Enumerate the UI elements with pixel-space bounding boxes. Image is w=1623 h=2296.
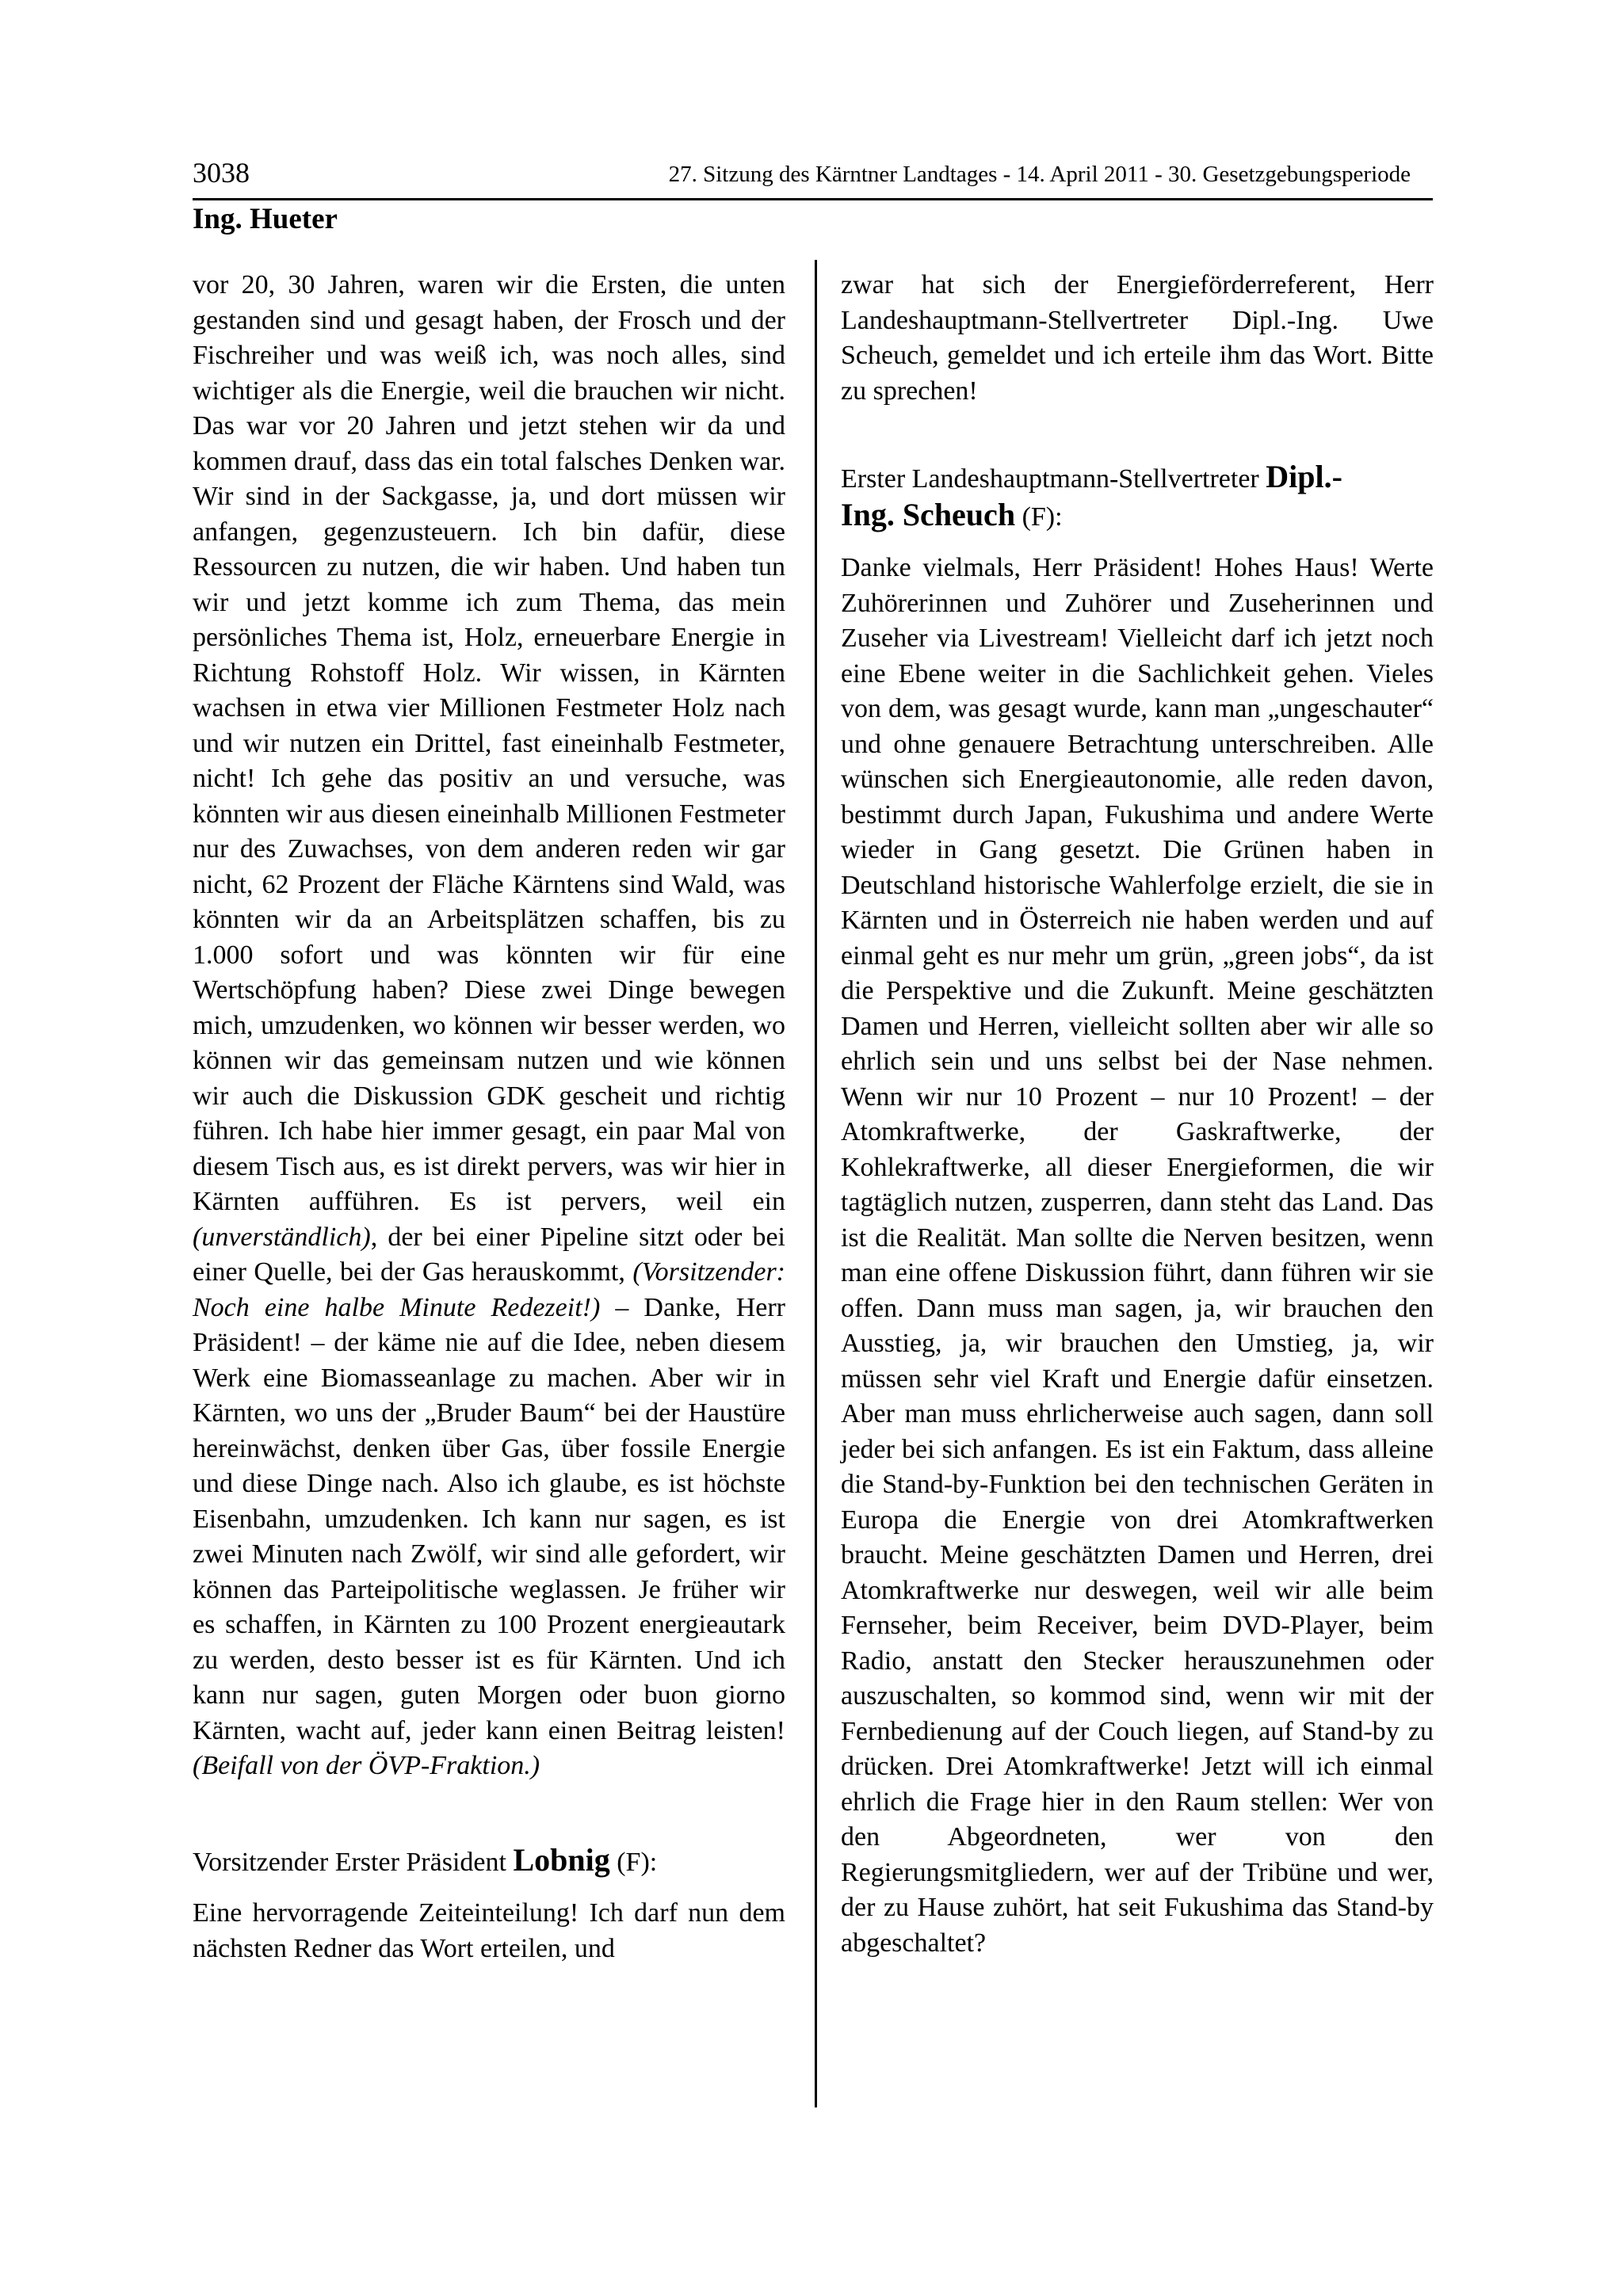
speaker-name: Lobnig (513, 1841, 610, 1878)
interjection-note: (Vorsitzender: Noch eine halbe Minute Redezeit!) (193, 1257, 786, 1322)
speaker-label-lobnig (193, 1843, 785, 1881)
speech-paragraph: Danke vielmals, Herr Präsident! Hohes Haus! Werte Zuhörerinnen und Zuhörer und Zuseherinnen und Zuseher via Livestream! Vielleicht darf ich jetzt noch eine Ebene weiter in die Sachlichkeit gehen. Vieles von dem, was gesagt wurde, kann man „ungeschauter“ und ohne genauere Betrachtung unterschreiben. Alle wünschen sich Energieautonomie, alle reden davon, bestimmt durch Japan, Fukushima und andere Werte wieder in Gang gesetzt. Die Grünen haben in Deutschland historische Wahlerfolge erzielt, die sie in Kärnten und in Österreich nie haben werden und auf einmal geht es nur mehr um grün, „green jobs“, da ist die Perspektive und die Zukunft. Meine geschätzten Damen und Herren, vielleicht sollten aber wir alle so ehrlich sein und uns selbst bei der Nase nehmen. Wenn wir nur 10 Prozent – nur 10 Prozent! – der Atomkraftwerke, der Gaskraftwerke, der Kohlekraftwerke, all dieser Energieformen, die wir tagtäglich nutzen, zusperren, dann steht das Land. Das ist die Realität. Man sollte die Nerven besitzen, wenn man eine offene Diskussion führt, dann führen wir sie offen. Dann muss man sagen, ja, wir brauchen den Ausstieg, ja, wir brauchen den Umstieg, ja, wir müssen sehr viel Kraft und Energie dafür einsetzen. Aber man muss ehrlicherweise auch sagen, dann soll jeder bei sich anfangen. Es ist ein Faktum, dass alleine die Stand-by-Funktion bei den technischen Geräten in Europa die Energie von drei Atomkraftwerken braucht. Meine geschätzten Damen und Herren, drei Atomkraftwerke nur deswegen, weil wir alle beim Fernseher, beim Receiver, beim DVD-Player, beim Radio, anstatt den Stecker herauszunehmen oder auszuschalten, so kommod sind, wenn wir mit der Fernbedienung auf der Couch liegen, auf Stand-by zu drücken. Drei Atomkraftwerke! Jetzt will ich einmal ehrlich die Frage hier in den Raum stellen: Wer von den Abgeordneten, wer von den Regierungsmitgliedern, wer auf der Tribüne und wer, der zu Hause zuhört, hat seit Fukushima das Stand-by abgeschaltet? (841, 553, 1434, 1958)
speaker-label-scheuch (841, 460, 1434, 535)
speech-paragraph: zwar hat sich der Energieförderreferent, Herr Landeshauptmann-Stellvertreter Dipl.-Ing. Uwe Scheuch, gemeldet und ich erteile ihm das Wort. Bitte zu sprechen! (841, 270, 1434, 406)
speaker-role: Erster Landeshauptmann-Stellvertreter (841, 464, 1266, 494)
running-title: 27. Sitzung des Kärntner Landtages - 14. April 2011 - 30. Gesetzgebungsperiode (668, 162, 1411, 187)
speech-paragraph: Eine hervorragende Zeiteinteilung! Ich darf nun dem nächsten Redner das Wort erteilen, und (193, 1898, 785, 1963)
speaker-name: Dipl.- (1266, 459, 1342, 494)
speaker-name: Ing. Scheuch (841, 496, 1016, 532)
speaker-role: Vorsitzender Erster Präsident (193, 1847, 514, 1877)
speech-text: vor 20, 30 Jahren, waren wir die Ersten, die unten gestanden sind und gesagt haben, der Frosch und der Fischreiher und was weiß ich, was noch alles, sind wichtiger als die Energie, weil die brauchen wir nicht. Das war vor 20 Jahren und jetzt stehen wir da und kommen drauf, dass das ein total falsches Denken war. Wir sind in der Sackgasse, ja, und dort müssen wir anfangen, gegenzusteuern. Ich bin dafür, diese Ressourcen zu nutzen, die wir haben. Und haben tun wir und jetzt komme ich zum Thema, das mein persönliches Thema ist, Holz, erneuerbare Energie in Richtung Rohstoff Holz. Wir wissen, in Kärnten wachsen in etwa vier Millionen Festmeter Holz nach und wir nutzen ein Drittel, fast eineinhalb Festmeter, nicht! Ich gehe das positiv an und versuche, was könnten wir aus diesen eineinhalb Millionen Festmeter nur des Zuwachses, von dem anderen reden wir gar nicht, 62 Prozent der Fläche Kärntens sind Wald, was könnten wir da an Arbeitsplätzen schaffen, bis zu 1.000 sofort und was könnten wir für eine Wertschöpfung haben? Diese zwei Dinge bewegen mich, umzudenken, wo können wir besser werden, wo können wir das gemeinsam nutzen und wie können wir auch die Diskussion GDK gescheit und richtig führen. Ich habe hier immer gesagt, ein paar Mal von diesem Tisch aus, es ist direkt pervers, was wir hier in Kärnten aufführen. Es ist pervers, weil ein (193, 270, 785, 1216)
speaker-party: (F): (1015, 502, 1063, 532)
page-number: 3038 (193, 157, 250, 189)
left-column (193, 268, 785, 1966)
column-divider (815, 260, 817, 2107)
applause-note: (Beifall von der ÖVP-Fraktion.) (193, 1751, 540, 1780)
current-speaker-heading: Ing. Hueter (193, 203, 338, 235)
speech-text: – Danke, Herr Präsident! – der käme nie auf die Idee, neben diesem Werk eine Biomasseanlage zu machen. Aber wir in Kärnten, wo uns der „Bruder Baum“ bei der Haustüre hereinwächst, denken über Gas, über fossile Energie und diese Dinge nach. Also ich glaube, es ist höchste Eisenbahn, umzudenken. Ich kann nur sagen, es ist zwei Minuten nach Zwölf, wir sind alle gefordert, wir können das Parteipolitische weglassen. Je früher wir es schaffen, in Kärnten zu 100 Prozent energieautark zu werden, desto besser ist es für Kärnten. Und ich kann nur sagen, guten Morgen oder buon giorno Kärnten, wacht auf, jeder kann einen Beitrag leisten! (193, 1292, 785, 1745)
speech-paragraph (193, 268, 785, 1784)
interjection-note: (unverständlich) (193, 1222, 371, 1252)
speech-text: , der bei einer Pipeline sitzt oder bei einer Quelle, bei der Gas herauskommt, (193, 1222, 785, 1287)
page-header (193, 155, 1433, 200)
speaker-party: (F): (609, 1847, 658, 1877)
right-column (841, 268, 1434, 1961)
